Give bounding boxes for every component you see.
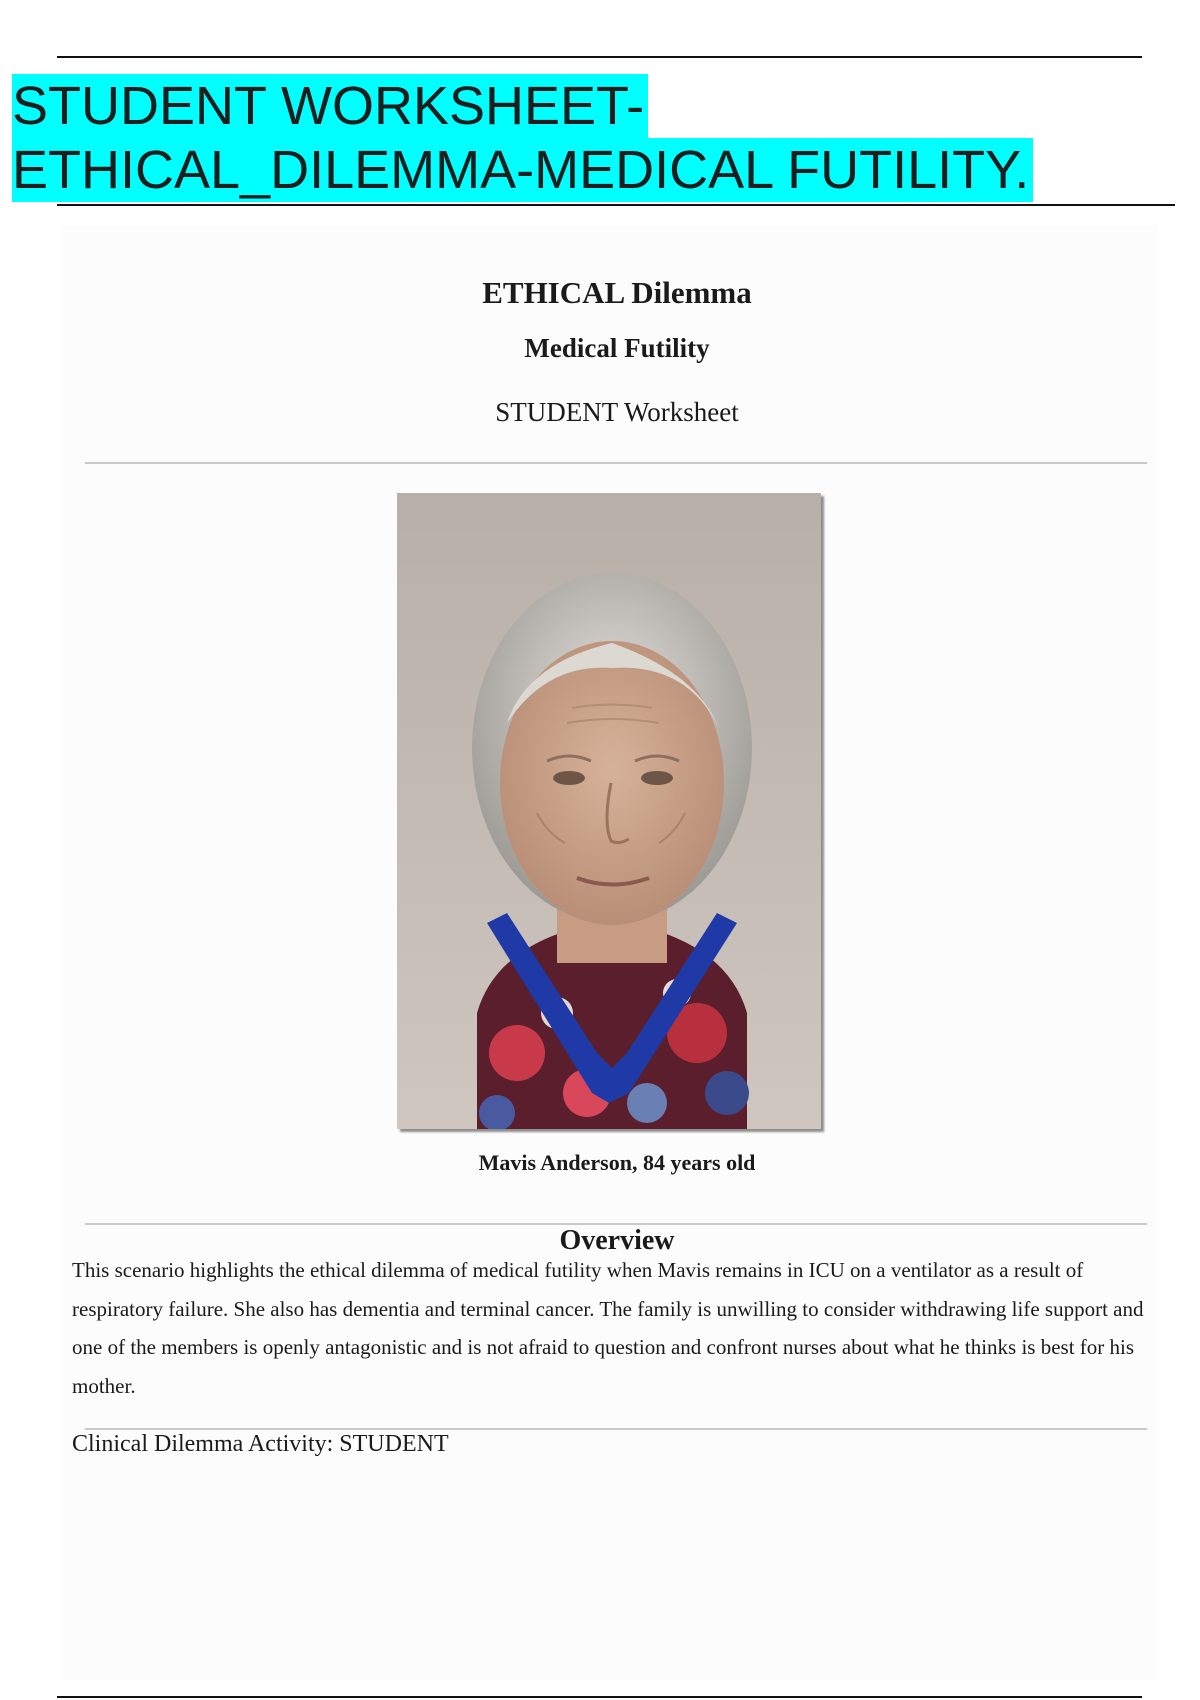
document-subtitle: Medical Futility xyxy=(524,333,710,363)
document-title: ETHICAL Dilemma xyxy=(482,275,752,310)
banner-rule xyxy=(57,204,1175,206)
header-divider xyxy=(85,462,1147,464)
overview-paragraph: This scenario highlights the ethical dilemma of medical futility when Mavis remains in ICU on a ventilator as a result of respiratory failure. She also has dementia and terminal cancer. The family is unwilling to consider withdrawing life support and one of the members is openly antagonistic and is not afraid to question and confront nurses about what he thinks is best for his mother. xyxy=(72,1258,1144,1398)
patient-photo xyxy=(397,493,821,1129)
overview-heading: Overview xyxy=(559,1225,675,1256)
banner-line-1: STUDENT WORKSHEET- xyxy=(12,74,648,138)
banner-line-2: ETHICAL_DILEMMA-MEDICAL FUTILITY. xyxy=(12,138,1033,202)
document-banner-title xyxy=(12,74,1033,202)
top-rule xyxy=(57,56,1142,58)
document-page xyxy=(62,225,1157,1680)
document-kind: STUDENT Worksheet xyxy=(495,397,739,427)
activity-label: Clinical Dilemma Activity: STUDENT xyxy=(72,1431,449,1457)
bottom-rule xyxy=(57,1696,1142,1698)
activity-divider xyxy=(85,1428,1147,1430)
photo-caption: Mavis Anderson, 84 years old xyxy=(478,1150,756,1175)
